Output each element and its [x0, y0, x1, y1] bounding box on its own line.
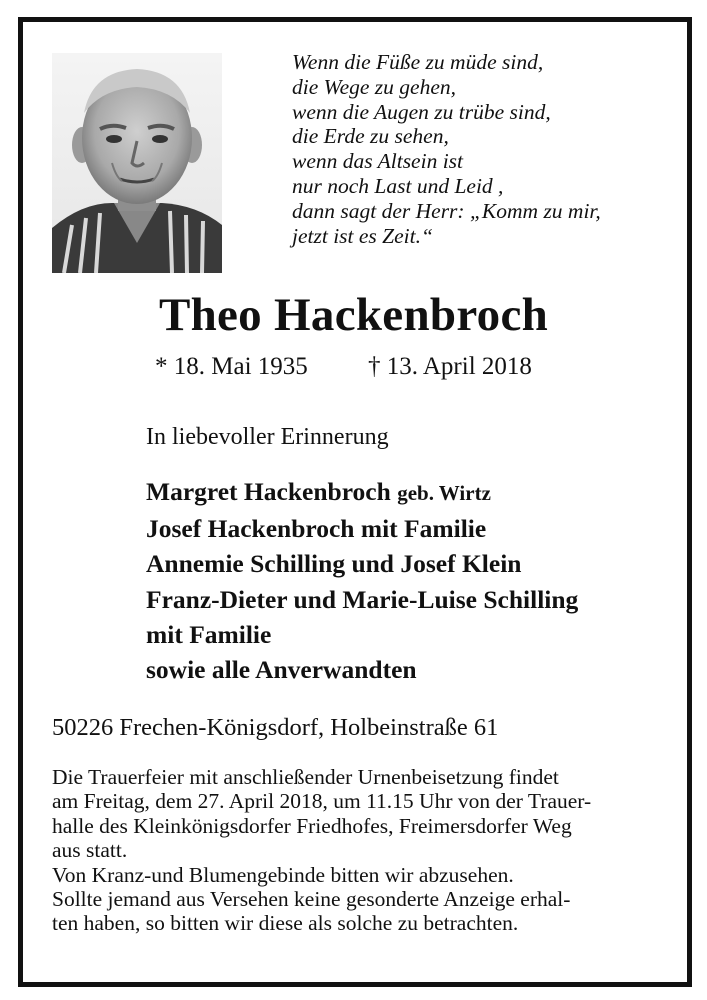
- poem-line: die Wege zu gehen,: [292, 74, 456, 99]
- poem-line: nur noch Last und Leid ,: [292, 173, 504, 198]
- poem-line: wenn die Augen zu trübe sind,: [292, 99, 551, 124]
- mourner-suffix: geb. Wirtz: [397, 481, 491, 505]
- mourner-line: Josef Hackenbroch mit Familie: [146, 514, 487, 544]
- poem-line: dann sagt der Herr: „Komm zu mir,: [292, 198, 601, 223]
- funeral-notice: [52, 765, 662, 936]
- death-date: † 13. April 2018: [368, 353, 532, 380]
- mourner-line: sowie alle Anverwandten: [146, 655, 417, 685]
- notice-line: am Freitag, dem 27. April 2018, um 11.15 Uhr von der Trauer-: [52, 789, 592, 814]
- portrait-photo: [52, 53, 222, 273]
- address: 50226 Frechen-Königsdorf, Holbeinstraße 61: [52, 714, 499, 741]
- memory-line: In liebevoller Erinnerung: [146, 424, 389, 450]
- notice-line: Die Trauerfeier mit anschließender Urnenbeisetzung findet: [52, 765, 559, 789]
- mourner-line: [146, 474, 578, 511]
- mourner-name: Margret Hackenbroch: [146, 477, 391, 506]
- mourner-line: mit Familie: [146, 619, 272, 649]
- notice-line: ten haben, so bitten wir diese als solche zu betrachten.: [52, 911, 519, 936]
- notice-line: Sollte jemand aus Versehen keine gesonderte Anzeige erhal-: [52, 887, 571, 912]
- mourner-line: Franz-Dieter und Marie-Luise Schilling: [146, 584, 579, 614]
- notice-line: Von Kranz-und Blumengebinde bitten wir abzusehen.: [52, 862, 514, 887]
- poem-line: wenn das Altsein ist: [292, 149, 464, 174]
- notice-line: halle des Kleinkönigsdorfer Friedhofes, Freimersdorfer Weg: [52, 813, 572, 838]
- mourner-line: Annemie Schilling und Josef Klein: [146, 549, 522, 579]
- notice-line: aus statt.: [52, 838, 128, 863]
- poem-line: die Erde zu sehen,: [292, 124, 449, 149]
- mourners-list: [146, 474, 578, 687]
- birth-date: * 18. Mai 1935: [155, 353, 308, 380]
- deceased-name: Theo Hackenbroch: [158, 289, 549, 341]
- poem-line: Wenn die Füße zu müde sind,: [292, 50, 544, 74]
- memorial-poem: [292, 50, 672, 248]
- poem-line: jetzt ist es Zeit.“: [292, 223, 433, 248]
